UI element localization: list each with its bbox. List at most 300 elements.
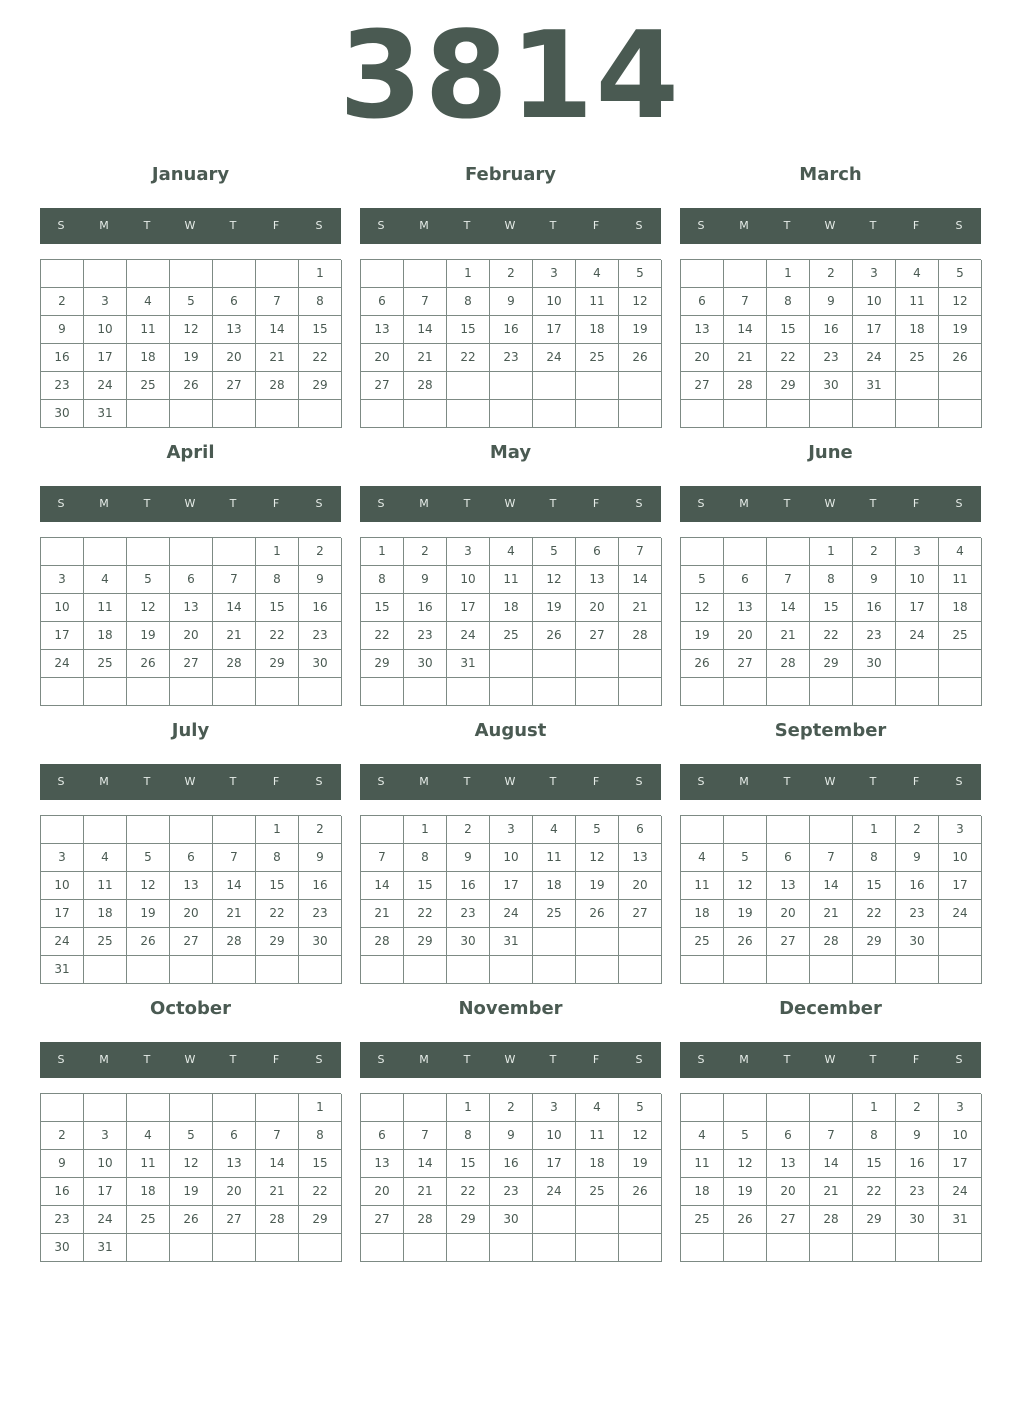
day-cell: 24 — [533, 1178, 576, 1206]
weekday-header: M — [419, 219, 430, 232]
day-cell: 6 — [576, 538, 619, 566]
day-cell: 4 — [127, 1122, 170, 1150]
day-cell: 6 — [361, 1122, 404, 1150]
weekday-header: S — [57, 775, 66, 788]
empty-day-cell — [490, 650, 533, 678]
day-cell: 19 — [724, 1178, 767, 1206]
day-cell: 10 — [939, 844, 982, 872]
weekday-header: T — [869, 775, 878, 788]
day-cell: 27 — [170, 650, 213, 678]
day-cell: 13 — [724, 594, 767, 622]
empty-day-cell — [939, 678, 982, 706]
empty-day-cell — [576, 956, 619, 984]
day-cell: 10 — [41, 872, 84, 900]
day-cell: 7 — [213, 844, 256, 872]
weekday-header: F — [912, 775, 921, 788]
day-cell: 7 — [810, 844, 853, 872]
day-cell: 4 — [576, 1094, 619, 1122]
empty-day-cell — [533, 1206, 576, 1234]
day-cell: 15 — [299, 1150, 342, 1178]
day-cell: 14 — [361, 872, 404, 900]
empty-day-cell — [724, 260, 767, 288]
day-cell: 8 — [256, 844, 299, 872]
day-cell: 12 — [724, 872, 767, 900]
empty-day-cell — [41, 678, 84, 706]
day-cell: 13 — [576, 566, 619, 594]
day-cell: 10 — [533, 288, 576, 316]
empty-day-cell — [490, 1234, 533, 1262]
weekday-header: S — [57, 497, 66, 510]
empty-day-cell — [533, 928, 576, 956]
day-cell: 18 — [576, 1150, 619, 1178]
day-cell: 1 — [299, 260, 342, 288]
day-cell: 26 — [724, 928, 767, 956]
weekday-header: F — [272, 219, 281, 232]
day-grid — [360, 537, 661, 706]
day-cell: 8 — [299, 288, 342, 316]
empty-day-cell — [447, 956, 490, 984]
day-cell: 20 — [213, 1178, 256, 1206]
weekday-header-row — [360, 486, 661, 522]
day-cell: 25 — [939, 622, 982, 650]
empty-day-cell — [576, 650, 619, 678]
day-cell: 23 — [299, 622, 342, 650]
day-cell: 18 — [939, 594, 982, 622]
empty-day-cell — [810, 816, 853, 844]
empty-day-cell — [853, 678, 896, 706]
day-cell: 1 — [256, 538, 299, 566]
day-cell: 20 — [361, 344, 404, 372]
day-cell: 9 — [447, 844, 490, 872]
empty-day-cell — [41, 1094, 84, 1122]
day-cell: 3 — [84, 288, 127, 316]
day-cell: 26 — [724, 1206, 767, 1234]
weekday-header: T — [463, 219, 472, 232]
empty-day-cell — [213, 1094, 256, 1122]
day-cell: 10 — [84, 1150, 127, 1178]
day-cell: 20 — [213, 344, 256, 372]
month-name: January — [151, 164, 230, 185]
day-cell: 5 — [576, 816, 619, 844]
empty-day-cell — [619, 678, 662, 706]
empty-day-cell — [533, 400, 576, 428]
day-cell: 14 — [256, 316, 299, 344]
day-cell: 18 — [681, 900, 724, 928]
weekday-header: T — [229, 1053, 238, 1066]
day-cell: 27 — [170, 928, 213, 956]
day-cell: 5 — [170, 288, 213, 316]
day-cell: 9 — [896, 844, 939, 872]
empty-day-cell — [404, 400, 447, 428]
weekday-header: T — [549, 497, 558, 510]
day-cell: 24 — [41, 650, 84, 678]
day-cell: 5 — [681, 566, 724, 594]
weekday-header: W — [184, 219, 197, 232]
empty-day-cell — [490, 956, 533, 984]
day-cell: 30 — [299, 650, 342, 678]
day-cell: 6 — [681, 288, 724, 316]
day-cell: 27 — [767, 928, 810, 956]
weekday-header-row — [680, 1042, 981, 1078]
empty-day-cell — [896, 372, 939, 400]
day-cell: 14 — [404, 1150, 447, 1178]
day-cell: 9 — [490, 288, 533, 316]
day-cell: 21 — [213, 622, 256, 650]
empty-day-cell — [213, 538, 256, 566]
day-cell: 5 — [170, 1122, 213, 1150]
day-cell: 10 — [533, 1122, 576, 1150]
day-cell: 25 — [533, 900, 576, 928]
day-cell: 3 — [533, 260, 576, 288]
empty-day-cell — [170, 678, 213, 706]
day-cell: 23 — [810, 344, 853, 372]
day-cell: 30 — [41, 400, 84, 428]
empty-day-cell — [681, 816, 724, 844]
day-cell: 23 — [490, 1178, 533, 1206]
day-cell: 22 — [853, 1178, 896, 1206]
day-cell: 29 — [299, 372, 342, 400]
day-cell: 2 — [853, 538, 896, 566]
day-grid — [360, 1093, 661, 1262]
weekday-header: S — [955, 219, 964, 232]
day-cell: 10 — [853, 288, 896, 316]
day-cell: 16 — [41, 344, 84, 372]
day-cell: 2 — [404, 538, 447, 566]
day-cell: 28 — [810, 928, 853, 956]
day-cell: 22 — [256, 900, 299, 928]
empty-day-cell — [810, 400, 853, 428]
day-cell: 11 — [490, 566, 533, 594]
day-cell: 7 — [404, 288, 447, 316]
empty-day-cell — [213, 678, 256, 706]
day-cell: 1 — [361, 538, 404, 566]
day-cell: 12 — [724, 1150, 767, 1178]
day-grid — [680, 815, 981, 984]
day-cell: 2 — [896, 1094, 939, 1122]
day-cell: 6 — [361, 288, 404, 316]
day-cell: 7 — [619, 538, 662, 566]
month-name: June — [808, 442, 853, 463]
empty-day-cell — [127, 678, 170, 706]
month-name: March — [799, 164, 862, 185]
weekday-header-row — [360, 208, 661, 244]
weekday-header: S — [697, 497, 706, 510]
empty-day-cell — [213, 400, 256, 428]
day-cell: 23 — [447, 900, 490, 928]
empty-day-cell — [84, 816, 127, 844]
day-cell: 8 — [447, 1122, 490, 1150]
day-cell: 4 — [576, 260, 619, 288]
empty-day-cell — [84, 260, 127, 288]
empty-day-cell — [127, 1094, 170, 1122]
empty-day-cell — [256, 956, 299, 984]
year-title: 3814 — [339, 7, 681, 146]
empty-day-cell — [170, 538, 213, 566]
day-cell: 19 — [724, 900, 767, 928]
day-cell: 2 — [41, 288, 84, 316]
day-cell: 15 — [404, 872, 447, 900]
day-cell: 16 — [41, 1178, 84, 1206]
day-cell: 16 — [810, 316, 853, 344]
day-cell: 6 — [213, 288, 256, 316]
day-cell: 14 — [810, 872, 853, 900]
empty-day-cell — [681, 260, 724, 288]
day-cell: 31 — [41, 956, 84, 984]
weekday-header: W — [504, 219, 517, 232]
day-cell: 19 — [619, 1150, 662, 1178]
day-cell: 6 — [767, 1122, 810, 1150]
day-cell: 8 — [361, 566, 404, 594]
day-cell: 11 — [84, 594, 127, 622]
empty-day-cell — [127, 1234, 170, 1262]
day-cell: 24 — [533, 344, 576, 372]
day-cell: 31 — [447, 650, 490, 678]
weekday-header: W — [824, 497, 837, 510]
weekday-header: T — [549, 1053, 558, 1066]
weekday-header: T — [463, 1053, 472, 1066]
day-cell: 20 — [170, 622, 213, 650]
day-cell: 19 — [681, 622, 724, 650]
day-cell: 28 — [256, 1206, 299, 1234]
day-cell: 17 — [939, 1150, 982, 1178]
day-cell: 29 — [256, 650, 299, 678]
day-cell: 31 — [939, 1206, 982, 1234]
empty-day-cell — [361, 400, 404, 428]
day-cell: 11 — [939, 566, 982, 594]
empty-day-cell — [170, 1094, 213, 1122]
day-grid — [680, 1093, 981, 1262]
empty-day-cell — [724, 538, 767, 566]
empty-day-cell — [619, 400, 662, 428]
empty-day-cell — [533, 650, 576, 678]
day-cell: 24 — [84, 372, 127, 400]
day-cell: 11 — [896, 288, 939, 316]
weekday-header: F — [592, 497, 601, 510]
empty-day-cell — [361, 260, 404, 288]
weekday-header: F — [272, 497, 281, 510]
day-cell: 8 — [404, 844, 447, 872]
day-cell: 29 — [810, 650, 853, 678]
day-cell: 19 — [170, 344, 213, 372]
day-cell: 27 — [724, 650, 767, 678]
weekday-header: S — [377, 775, 386, 788]
day-grid — [680, 259, 981, 428]
empty-day-cell — [490, 372, 533, 400]
day-cell: 30 — [404, 650, 447, 678]
empty-day-cell — [490, 400, 533, 428]
day-cell: 26 — [681, 650, 724, 678]
month-name: November — [458, 998, 563, 1019]
day-cell: 22 — [299, 1178, 342, 1206]
day-cell: 4 — [84, 566, 127, 594]
weekday-header: T — [783, 1053, 792, 1066]
empty-day-cell — [576, 678, 619, 706]
day-cell: 30 — [810, 372, 853, 400]
day-cell: 13 — [619, 844, 662, 872]
month-name: February — [464, 164, 557, 185]
weekday-header: S — [955, 775, 964, 788]
empty-day-cell — [896, 1234, 939, 1262]
month-name: August — [474, 720, 547, 741]
day-cell: 14 — [619, 566, 662, 594]
empty-day-cell — [853, 1234, 896, 1262]
day-cell: 13 — [681, 316, 724, 344]
empty-day-cell — [810, 956, 853, 984]
day-cell: 10 — [490, 844, 533, 872]
day-cell: 6 — [619, 816, 662, 844]
month-name: September — [774, 720, 887, 741]
day-cell: 8 — [256, 566, 299, 594]
day-cell: 17 — [41, 900, 84, 928]
weekday-header: T — [549, 219, 558, 232]
empty-day-cell — [170, 1234, 213, 1262]
day-cell: 21 — [619, 594, 662, 622]
weekday-header: W — [184, 497, 197, 510]
day-cell: 25 — [127, 372, 170, 400]
day-cell: 5 — [939, 260, 982, 288]
day-cell: 7 — [767, 566, 810, 594]
day-cell: 28 — [724, 372, 767, 400]
day-cell: 18 — [576, 316, 619, 344]
weekday-header: M — [739, 497, 750, 510]
empty-day-cell — [404, 1094, 447, 1122]
day-cell: 26 — [170, 372, 213, 400]
day-cell: 5 — [127, 844, 170, 872]
empty-day-cell — [361, 678, 404, 706]
empty-day-cell — [533, 1234, 576, 1262]
day-cell: 21 — [404, 1178, 447, 1206]
empty-day-cell — [767, 678, 810, 706]
weekday-header: F — [912, 219, 921, 232]
empty-day-cell — [724, 1234, 767, 1262]
day-cell: 22 — [853, 900, 896, 928]
day-cell: 1 — [299, 1094, 342, 1122]
weekday-header: S — [955, 1053, 964, 1066]
weekday-header: W — [504, 1053, 517, 1066]
weekday-header: S — [377, 219, 386, 232]
empty-day-cell — [361, 956, 404, 984]
day-cell: 8 — [853, 1122, 896, 1150]
day-cell: 28 — [213, 650, 256, 678]
day-cell: 15 — [256, 594, 299, 622]
weekday-header: T — [143, 497, 152, 510]
day-cell: 2 — [41, 1122, 84, 1150]
empty-day-cell — [170, 400, 213, 428]
weekday-header: F — [592, 219, 601, 232]
day-cell: 28 — [361, 928, 404, 956]
empty-day-cell — [404, 1234, 447, 1262]
empty-day-cell — [127, 260, 170, 288]
day-cell: 13 — [361, 316, 404, 344]
day-cell: 9 — [41, 316, 84, 344]
day-cell: 17 — [84, 1178, 127, 1206]
day-cell: 9 — [299, 566, 342, 594]
day-cell: 13 — [170, 594, 213, 622]
empty-day-cell — [84, 538, 127, 566]
day-cell: 22 — [299, 344, 342, 372]
day-cell: 25 — [84, 650, 127, 678]
weekday-header: S — [635, 219, 644, 232]
day-cell: 19 — [533, 594, 576, 622]
month-name: October — [150, 998, 231, 1019]
day-cell: 11 — [576, 1122, 619, 1150]
day-cell: 14 — [404, 316, 447, 344]
weekday-header: F — [912, 497, 921, 510]
weekday-header: S — [377, 497, 386, 510]
day-cell: 20 — [681, 344, 724, 372]
weekday-header: F — [592, 1053, 601, 1066]
day-cell: 15 — [853, 1150, 896, 1178]
day-cell: 29 — [361, 650, 404, 678]
day-cell: 25 — [576, 344, 619, 372]
weekday-header-row — [40, 208, 341, 244]
day-cell: 7 — [810, 1122, 853, 1150]
day-cell: 11 — [84, 872, 127, 900]
empty-day-cell — [681, 400, 724, 428]
day-cell: 13 — [213, 1150, 256, 1178]
day-cell: 26 — [170, 1206, 213, 1234]
day-cell: 16 — [896, 1150, 939, 1178]
day-cell: 22 — [256, 622, 299, 650]
weekday-header: S — [635, 775, 644, 788]
day-cell: 16 — [299, 594, 342, 622]
empty-day-cell — [447, 678, 490, 706]
weekday-header: S — [315, 497, 324, 510]
empty-day-cell — [853, 400, 896, 428]
empty-day-cell — [447, 1234, 490, 1262]
empty-day-cell — [896, 956, 939, 984]
day-cell: 29 — [299, 1206, 342, 1234]
empty-day-cell — [681, 1234, 724, 1262]
day-cell: 2 — [490, 1094, 533, 1122]
empty-day-cell — [490, 678, 533, 706]
day-cell: 13 — [767, 1150, 810, 1178]
day-cell: 9 — [404, 566, 447, 594]
empty-day-cell — [896, 400, 939, 428]
day-cell: 24 — [939, 900, 982, 928]
day-cell: 21 — [724, 344, 767, 372]
day-cell: 18 — [84, 622, 127, 650]
empty-day-cell — [533, 956, 576, 984]
day-cell: 22 — [767, 344, 810, 372]
empty-day-cell — [576, 400, 619, 428]
day-cell: 26 — [619, 344, 662, 372]
day-cell: 3 — [533, 1094, 576, 1122]
day-cell: 21 — [361, 900, 404, 928]
weekday-header-row — [40, 764, 341, 800]
weekday-header: F — [912, 1053, 921, 1066]
day-cell: 15 — [361, 594, 404, 622]
empty-day-cell — [256, 1234, 299, 1262]
day-cell: 17 — [533, 316, 576, 344]
day-cell: 2 — [810, 260, 853, 288]
day-cell: 17 — [939, 872, 982, 900]
day-cell: 23 — [896, 1178, 939, 1206]
day-cell: 12 — [170, 1150, 213, 1178]
empty-day-cell — [724, 956, 767, 984]
day-cell: 7 — [256, 288, 299, 316]
day-cell: 9 — [896, 1122, 939, 1150]
weekday-header: T — [229, 775, 238, 788]
weekday-header: F — [272, 1053, 281, 1066]
day-cell: 11 — [533, 844, 576, 872]
day-cell: 16 — [853, 594, 896, 622]
day-cell: 21 — [256, 1178, 299, 1206]
day-cell: 18 — [533, 872, 576, 900]
weekday-header: M — [739, 775, 750, 788]
empty-day-cell — [213, 956, 256, 984]
weekday-header: T — [143, 1053, 152, 1066]
